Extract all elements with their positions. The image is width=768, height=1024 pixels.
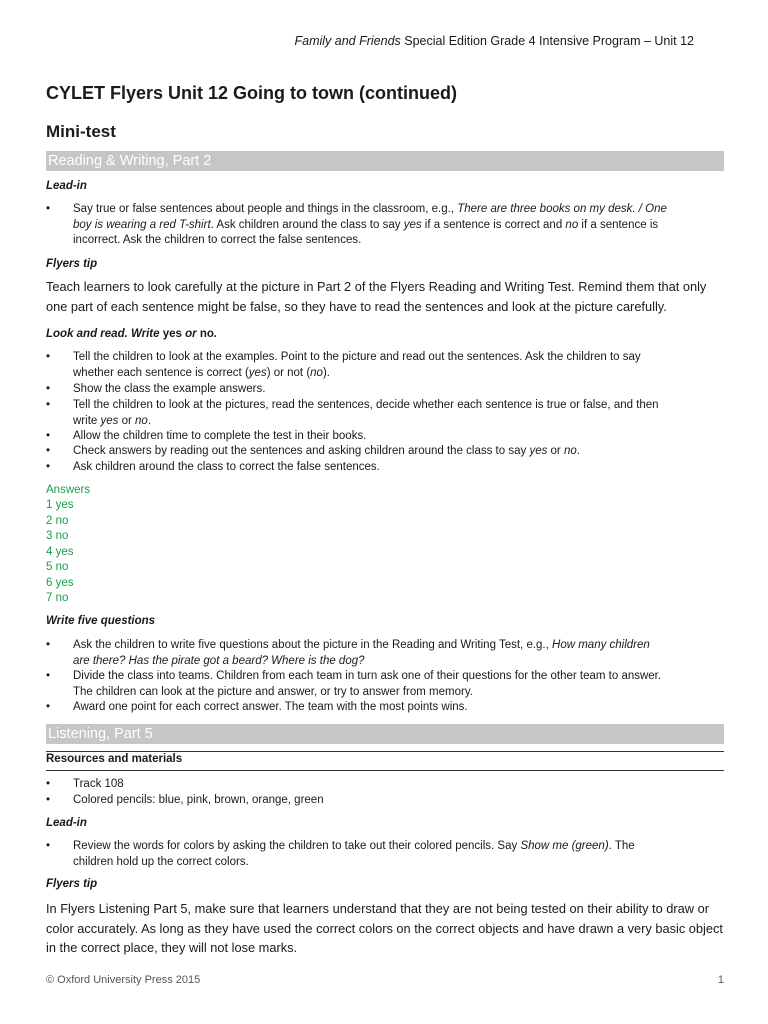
- answer-item: 2 no: [46, 515, 69, 527]
- write-questions-label: Write five questions: [46, 615, 156, 627]
- instruction-bullet-1: [46, 350, 724, 381]
- b4-text: Allow the children time to complete the test in their books.: [73, 430, 367, 442]
- b3-text-a: Tell the children to look at the pictures, read the sentences, decide whether each sentence is true or false, and then: [73, 399, 659, 411]
- question-bullet-3: [46, 700, 724, 716]
- reading-leadin-label: Lead-in: [46, 180, 87, 192]
- b3-text-f: .: [147, 414, 152, 427]
- w1-example-a: How many children: [552, 639, 650, 651]
- w1-text-a: Ask the children to write five questions about the picture in the Reading and Writing Test, e.g.,: [73, 639, 553, 651]
- b5-text-a: Check answers by reading out the sentences and asking children around the class to say: [73, 445, 530, 457]
- look-label-or: or: [181, 328, 200, 340]
- r2-text: Colored pencils: blue, pink, brown, orange, green: [73, 794, 324, 806]
- leadin-text-a: Say true or false sentences about people and things in the classroom, e.g.,: [73, 203, 458, 215]
- header-rest: Special Edition Grade 4 Intensive Program – Unit 12: [400, 34, 694, 48]
- listening-tip-label: Flyers tip: [46, 878, 98, 890]
- bullet-icon: •: [46, 203, 51, 215]
- copyright: © Oxford University Press 2015: [46, 974, 201, 986]
- answer-item: 6 yes: [46, 577, 74, 589]
- leadin-example-a: There are three books on my desk. / One: [457, 203, 667, 215]
- look-and-read-label: [46, 328, 217, 340]
- reading-tip-text: Teach learners to look carefully at the picture in Part 2 of the Flyers Reading and Writing Test. Remind them that only one part of each sentence might be false, so they have to read the sentences and look at the picture carefully.: [46, 279, 707, 314]
- table-rule-bottom: [46, 770, 724, 771]
- l1-text-a: Review the words for colors by asking the children to take out their colored pencils. Say: [73, 840, 521, 852]
- reading-leadin-bullet: [46, 202, 724, 249]
- answer-item: 1 yes: [46, 499, 74, 511]
- reading-writing-band: Reading & Writing, Part 2: [46, 151, 724, 171]
- bullet-icon: •: [46, 840, 51, 852]
- bullet-icon: •: [46, 670, 51, 682]
- bullet-icon: •: [46, 445, 51, 457]
- reading-tip-label: Flyers tip: [46, 258, 98, 270]
- answer-item: 4 yes: [46, 546, 74, 558]
- running-header: [294, 34, 694, 48]
- b5-text-c: or: [547, 445, 564, 457]
- l1-text-c: . The: [608, 840, 635, 852]
- l1-text-d: children hold up the correct colors.: [73, 855, 249, 868]
- b3-text-b: write: [73, 414, 101, 427]
- listening-band: Listening, Part 5: [46, 724, 724, 744]
- instruction-bullet-6: [46, 460, 724, 476]
- listening-tip-text: In Flyers Listening Part 5, make sure that learners understand that they are not being tested on their ability to draw or color accurately. As long as they have used the correct colors on the correct objects and have drawn a very basic object in the correct place, they will not lose marks.: [46, 901, 723, 955]
- b1-text-a: Tell the children to look at the examples. Point to the picture and read out the sentences. Ask the children to say: [73, 351, 641, 363]
- l1-example: Show me (green): [520, 840, 609, 852]
- section-title: Mini-test: [46, 122, 116, 141]
- b1-no: no: [310, 366, 323, 379]
- answer-item: 5 no: [46, 561, 69, 573]
- resource-item-1: [46, 777, 724, 793]
- b3-yes: yes: [100, 414, 119, 427]
- leadin-yes: yes: [403, 218, 422, 231]
- b1-text-f: ).: [322, 366, 330, 379]
- look-label-dot: .: [213, 328, 218, 340]
- bullet-icon: •: [46, 778, 51, 790]
- bullet-icon: •: [46, 461, 51, 473]
- w1-example-b: are there? Has the pirate got a beard? Where is the dog?: [73, 654, 365, 667]
- b1-yes: yes: [248, 366, 267, 379]
- answer-item: 3 no: [46, 530, 69, 542]
- w2-text-a: Divide the class into teams. Children from each team in turn ask one of their questions for the other team to answer.: [73, 670, 662, 682]
- look-label-a: Look and read. Write: [46, 328, 163, 340]
- question-bullet-1: [46, 638, 724, 669]
- instruction-bullet-2: [46, 382, 724, 398]
- document-title: CYLET Flyers Unit 12 Going to town (continued): [46, 83, 457, 103]
- w3-text: Award one point for each correct answer. The team with the most points wins.: [73, 701, 468, 713]
- b5-yes: yes: [529, 445, 548, 457]
- bullet-icon: •: [46, 701, 51, 713]
- bullet-icon: •: [46, 351, 51, 363]
- leadin-text-f: if a sentence is correct and: [421, 218, 566, 231]
- answers-label: Answers: [46, 484, 91, 496]
- r1-text: Track 108: [73, 778, 124, 790]
- bullet-icon: •: [46, 383, 51, 395]
- instruction-bullet-3: [46, 398, 724, 429]
- page-number: 1: [717, 974, 724, 986]
- instruction-bullet-4: [46, 429, 724, 445]
- look-label-no: no: [199, 328, 214, 340]
- answer-item: 7 no: [46, 592, 69, 604]
- bullet-icon: •: [46, 639, 51, 651]
- bullet-icon: •: [46, 430, 51, 442]
- b5-no: no: [563, 445, 577, 457]
- resource-item-2: [46, 793, 724, 809]
- b1-text-d: ) or not (: [266, 366, 311, 379]
- b3-no: no: [135, 414, 148, 427]
- leadin-example-b: boy is wearing a red T-shirt: [73, 218, 211, 231]
- resources-label: Resources and materials: [46, 753, 183, 765]
- w2-text-b: The children can look at the picture and answer, or try to answer from memory.: [73, 685, 473, 698]
- listening-leadin-label: Lead-in: [46, 817, 87, 829]
- leadin-text-d: . Ask children around the class to say: [210, 218, 404, 231]
- listening-leadin-bullet: [46, 839, 724, 870]
- b6-text: Ask children around the class to correct the false sentences.: [73, 461, 380, 473]
- b1-text-b: whether each sentence is correct (: [73, 366, 249, 379]
- leadin-no: no: [565, 218, 579, 231]
- b5-text-e: .: [576, 445, 580, 457]
- question-bullet-2: [46, 669, 724, 700]
- bullet-icon: •: [46, 794, 51, 806]
- leadin-text-h: if a sentence is: [578, 218, 659, 231]
- b3-text-d: or: [118, 414, 136, 427]
- look-label-yes: yes: [162, 328, 182, 340]
- header-series: Family and Friends: [294, 34, 401, 48]
- leadin-text-i: incorrect. Ask the children to correct the false sentences.: [73, 234, 362, 247]
- b2-text: Show the class the example answers.: [73, 383, 266, 395]
- instruction-bullet-5: [46, 444, 724, 460]
- table-rule-top: [46, 751, 724, 752]
- bullet-icon: •: [46, 399, 51, 411]
